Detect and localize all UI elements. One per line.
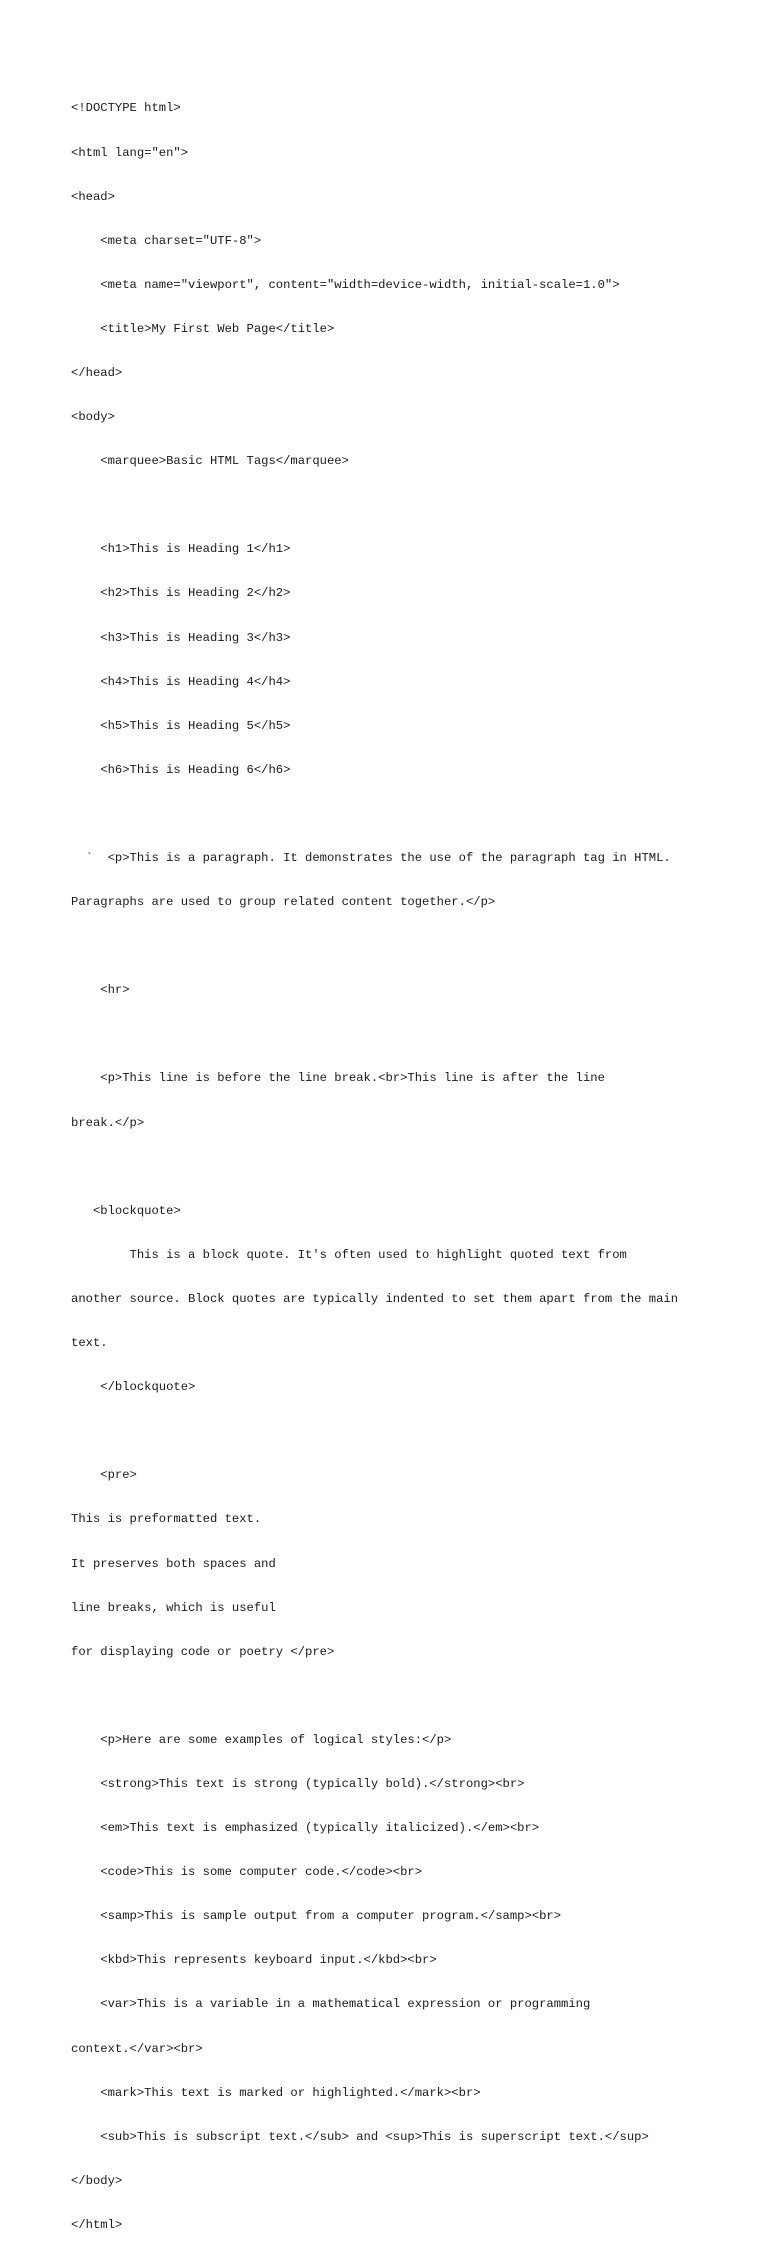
code-line: <h2>This is Heading 2</h2>: [71, 586, 291, 601]
code-line: </html>: [71, 2217, 123, 2232]
code-line: <mark>This text is marked or highlighted.</mark><br>: [71, 2085, 481, 2100]
blank-line: [71, 939, 731, 954]
code-line: ` <p>This is a paragraph. It demonstrates the use of the paragraph tag in HTML.: [71, 851, 671, 865]
code-line: <code>This is some computer code.</code><br>: [71, 1865, 423, 1880]
code-line: line breaks, which is useful: [71, 1600, 276, 1615]
code-line: <p>This line is before the line break.<br>This line is after the line: [71, 1071, 605, 1086]
code-line: <body>: [71, 410, 115, 425]
code-line: This is preformatted text.: [71, 1512, 262, 1527]
code-line: <h3>This is Heading 3</h3>: [71, 630, 291, 645]
blank-line: [71, 807, 731, 822]
code-line: <p>Here are some examples of logical styles:</p>: [71, 1732, 452, 1747]
code-line: This is a block quote. It's often used to highlight quoted text from: [71, 1247, 627, 1262]
code-line: <title>My First Web Page</title>: [71, 321, 335, 336]
code-line: text.: [71, 1336, 108, 1351]
code-line: for displaying code or poetry </pre>: [71, 1644, 335, 1659]
code-line: </blockquote>: [71, 1380, 196, 1395]
code-line: <blockquote>: [71, 1203, 181, 1218]
code-line: <h4>This is Heading 4</h4>: [71, 674, 291, 689]
html-source-listing: [71, 72, 731, 2262]
code-line: </body>: [71, 2173, 123, 2188]
code-line: <em>This text is emphasized (typically italicized).</em><br>: [71, 1821, 540, 1836]
code-line: break.</p>: [71, 1115, 145, 1130]
blank-line: [71, 1027, 731, 1042]
code-line: another source. Block quotes are typically indented to set them apart from the main: [71, 1291, 679, 1306]
code-line: It preserves both spaces and: [71, 1556, 276, 1571]
code-line: </head>: [71, 365, 123, 380]
code-line: <meta charset="UTF-8">: [71, 233, 262, 248]
code-line: <marquee>Basic HTML Tags</marquee>: [71, 454, 349, 469]
code-line: <head>: [71, 189, 115, 204]
code-line: <!DOCTYPE html>: [71, 101, 181, 116]
code-line: <strong>This text is strong (typically bold).</strong><br>: [71, 1776, 525, 1791]
code-line: context.</var><br>: [71, 2041, 203, 2056]
code-line: <html lang="en">: [71, 145, 189, 160]
blank-line: [71, 1160, 731, 1175]
code-line: <var>This is a variable in a mathematical expression or programming: [71, 1997, 591, 2012]
blank-line: [71, 1424, 731, 1439]
code-line: <meta name="viewport", content="width=device-width, initial-scale=1.0">: [71, 277, 620, 292]
code-line: <sub>This is subscript text.</sub> and <sup>This is superscript text.</sup>: [71, 2129, 649, 2144]
code-line: <hr>: [71, 983, 130, 998]
code-line: <h1>This is Heading 1</h1>: [71, 542, 291, 557]
code-line: <samp>This is sample output from a computer program.</samp><br>: [71, 1909, 562, 1924]
code-line: <pre>: [71, 1468, 137, 1483]
code-line: <h5>This is Heading 5</h5>: [71, 718, 291, 733]
code-line: <h6>This is Heading 6</h6>: [71, 762, 291, 777]
blank-line: [71, 1689, 731, 1704]
code-line: Paragraphs are used to group related content together.</p>: [71, 895, 496, 910]
blank-line: [71, 498, 731, 513]
code-line: <kbd>This represents keyboard input.</kbd><br>: [71, 1953, 437, 1968]
